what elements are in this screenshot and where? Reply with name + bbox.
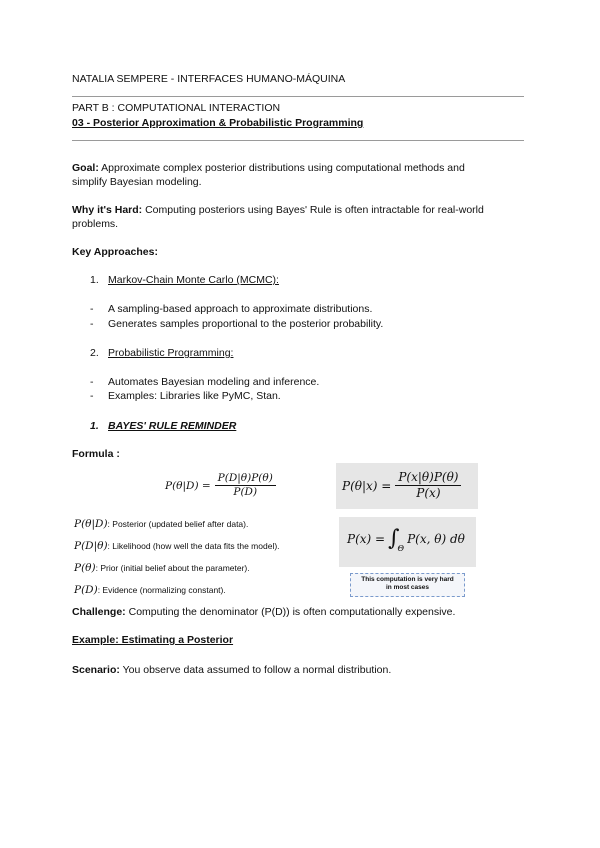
definition-likelihood-math: P(D|θ) xyxy=(74,540,108,552)
approach-2-bullet-1: Automates Bayesian modeling and inference. xyxy=(108,376,320,388)
section-divider xyxy=(72,140,524,141)
integral-subscript: Θ xyxy=(397,544,405,553)
scenario-label: Scenario: xyxy=(72,664,120,676)
challenge-line xyxy=(72,605,455,619)
challenge-label: Challenge: xyxy=(72,606,126,618)
challenge-text: Computing the denominator (P(D)) is often computationally expensive. xyxy=(125,606,456,618)
why-hard-label: Why it's Hard: xyxy=(72,204,143,216)
approach-1-bullet-2: Generates samples proportional to the posterior probability. xyxy=(108,318,384,330)
definition-evidence xyxy=(74,580,226,598)
bayes-section-title: BAYES' RULE REMINDER xyxy=(108,420,237,432)
bayes-formula-left xyxy=(165,472,276,499)
definition-posterior-math: P(θ|D) xyxy=(74,518,108,530)
goal-text-1: Approximate complex posterior distributions using computational methods and xyxy=(98,162,465,174)
note-line-1: This computation is very hard xyxy=(361,576,454,583)
definition-prior xyxy=(74,558,250,576)
bullet-dash: - xyxy=(90,318,94,330)
key-approaches-heading: Key Approaches: xyxy=(72,246,158,258)
note-line-2: in most cases xyxy=(386,584,429,591)
why-hard-line-1 xyxy=(72,203,484,217)
formula-left-lhs: P(θ|D) = xyxy=(165,479,211,492)
evidence-integral xyxy=(347,526,465,553)
hard-computation-note xyxy=(350,573,465,597)
formula-right-denominator: P(x) xyxy=(416,486,441,500)
integral-body: P(x, θ) dθ xyxy=(407,532,465,546)
goal-line-2: simplify Bayesian modeling. xyxy=(72,176,202,188)
definition-prior-text: : Prior (initial belief about the parameter). xyxy=(95,563,250,573)
definition-likelihood xyxy=(74,536,280,554)
formula-left-numerator: P(D|θ)P(θ) xyxy=(215,472,276,486)
why-hard-line-2: problems. xyxy=(72,218,119,230)
formula-right-lhs: P(θ|x) = xyxy=(342,478,392,493)
part-heading: PART B : COMPUTATIONAL INTERACTION xyxy=(72,102,281,114)
definition-evidence-math: P(D) xyxy=(74,584,98,596)
goal-line-1 xyxy=(72,161,465,175)
formula-right-fraction xyxy=(395,470,461,501)
bullet-dash: - xyxy=(90,376,94,388)
formula-left-denominator: P(D) xyxy=(233,486,258,498)
integral-lhs: P(x) = xyxy=(347,532,386,546)
goal-label: Goal: xyxy=(72,162,99,174)
scenario-text: You observe data assumed to follow a normal distribution. xyxy=(119,664,392,676)
bullet-dash: - xyxy=(90,303,94,315)
formula-right-numerator: P(x|θ)P(θ) xyxy=(395,470,461,486)
definition-posterior xyxy=(74,514,248,532)
approach-2-bullet-2: Examples: Libraries like PyMC, Stan. xyxy=(108,390,281,402)
bayes-formula-box xyxy=(336,463,478,509)
approach-2-title: Probabilistic Programming: xyxy=(108,347,234,359)
why-hard-text-1: Computing posteriors using Bayes' Rule is often intractable for real-world xyxy=(142,204,484,216)
definition-evidence-text: : Evidence (normalizing constant). xyxy=(97,585,226,595)
author-course-header: NATALIA SEMPERE - INTERFACES HUMANO-MÁQUINA xyxy=(72,73,346,85)
definition-likelihood-text: : Likelihood (how well the data fits the model). xyxy=(107,541,280,551)
section-title: 03 - Posterior Approximation & Probabilistic Programming xyxy=(72,117,364,129)
evidence-integral-box xyxy=(339,517,476,567)
definition-posterior-text: : Posterior (updated belief after data). xyxy=(107,519,249,529)
example-heading: Example: Estimating a Posterior xyxy=(72,634,234,646)
definition-prior-math: P(θ) xyxy=(74,562,96,574)
approach-1-number: 1. xyxy=(90,274,99,286)
bayes-formula-right xyxy=(342,470,461,501)
formula-left-fraction xyxy=(215,472,276,499)
integral-symbol: ∫ xyxy=(388,526,400,551)
approach-1-bullet-1: A sampling-based approach to approximate distributions. xyxy=(108,303,373,315)
formula-label: Formula : xyxy=(72,448,120,460)
approach-1-title: Markov-Chain Monte Carlo (MCMC): xyxy=(108,274,279,286)
bayes-section-number: 1. xyxy=(90,420,99,432)
header-divider xyxy=(72,96,524,97)
bullet-dash: - xyxy=(90,390,94,402)
approach-2-number: 2. xyxy=(90,347,99,359)
integral-sign xyxy=(388,526,405,553)
scenario-line xyxy=(72,663,391,677)
